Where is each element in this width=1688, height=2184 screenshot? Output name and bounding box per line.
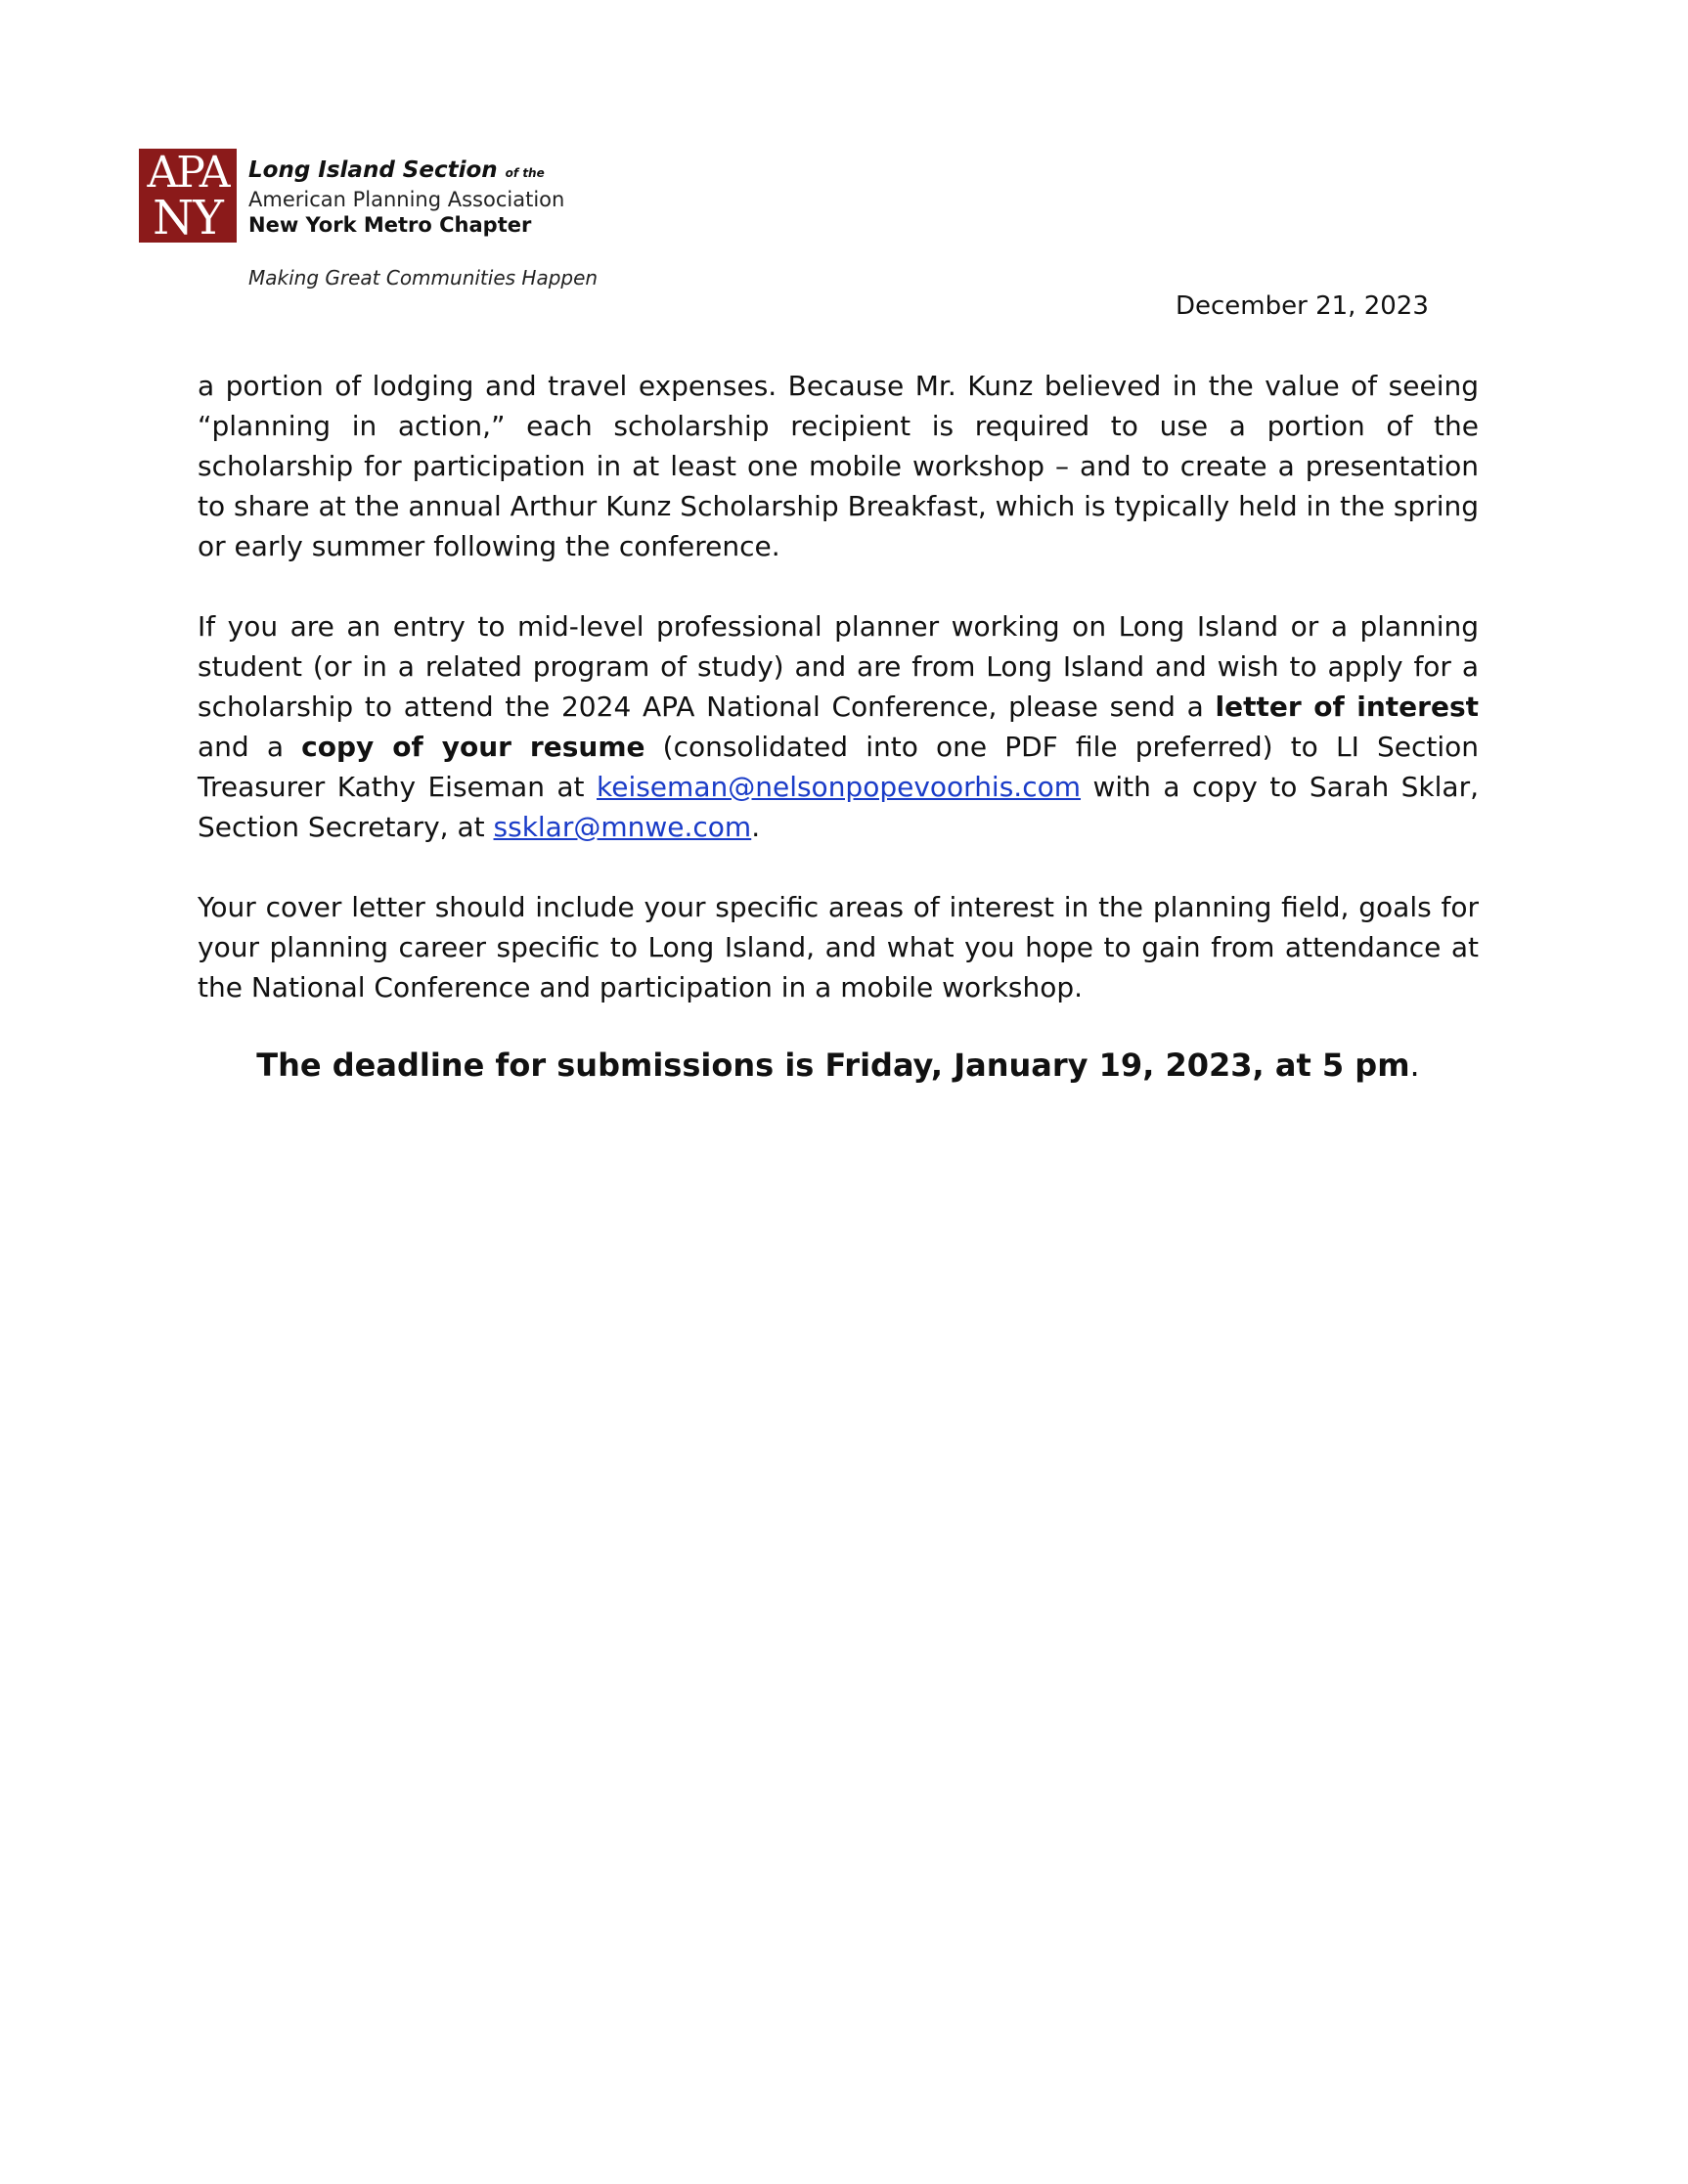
p2-text-4: with a copy to Sarah Sklar, Section Secretary, at xyxy=(198,771,1479,843)
letter-body xyxy=(198,366,1479,1047)
p2-text-2: and a xyxy=(198,731,302,763)
section-name xyxy=(248,156,564,187)
logo-line-apa: APA xyxy=(147,148,229,198)
p2-bold-letter-of-interest: letter of interest xyxy=(1215,691,1479,723)
section-suffix: of the xyxy=(505,166,545,180)
letter-date: December 21, 2023 xyxy=(1176,291,1429,321)
email-link-keiseman[interactable]: keiseman@nelsonpopevoorhis.com xyxy=(597,771,1082,803)
apa-ny-logo xyxy=(139,149,237,243)
section-label: Long Island Section xyxy=(248,157,498,183)
p2-text-1: If you are an entry to mid-level professional planner working on Long Island or a planning student (or in a related program of study) and are from Long Island and wish to apply for a scholarship to attend the 2024 APA National Conference, please send a xyxy=(198,610,1479,723)
deadline-text: The deadline for submissions is Friday, January 19, 2023, at 5 pm xyxy=(256,1047,1410,1084)
p2-text-5: . xyxy=(751,811,761,843)
organization-name xyxy=(248,156,564,238)
p2-text-3: (consolidated into one PDF file preferred) to LI Section Treasurer Kathy Eiseman at xyxy=(198,731,1480,803)
p2-bold-copy-of-resume: copy of your resume xyxy=(301,731,645,763)
association-name: American Planning Association xyxy=(248,188,565,211)
paragraph-2 xyxy=(198,606,1479,847)
chapter-name: New York Metro Chapter xyxy=(248,213,532,237)
letterhead xyxy=(139,148,599,305)
deadline-notice xyxy=(198,1044,1479,1087)
paragraph-3: Your cover letter should include your specific areas of interest in the planning field, goals for your planning career specific to Long Island, and what you hope to gain from attendance at the National Conference and participation in a mobile workshop. xyxy=(198,891,1479,1003)
tagline: Making Great Communities Happen xyxy=(248,266,599,290)
logo-line-ny: NY xyxy=(153,191,223,245)
email-link-ssklar[interactable]: ssklar@mnwe.com xyxy=(493,811,752,843)
paragraph-1: a portion of lodging and travel expenses. Because Mr. Kunz believed in the value of seeing “planning in action,” each scholarship recipient is required to use a portion of the scholarship for participation in at least one mobile workshop – and to create a presentation to share at the annual Arthur Kunz Scholarship Breakfast, which is typically held in the spring or early summer following the conference. xyxy=(198,370,1479,562)
deadline-period: . xyxy=(1409,1047,1420,1084)
